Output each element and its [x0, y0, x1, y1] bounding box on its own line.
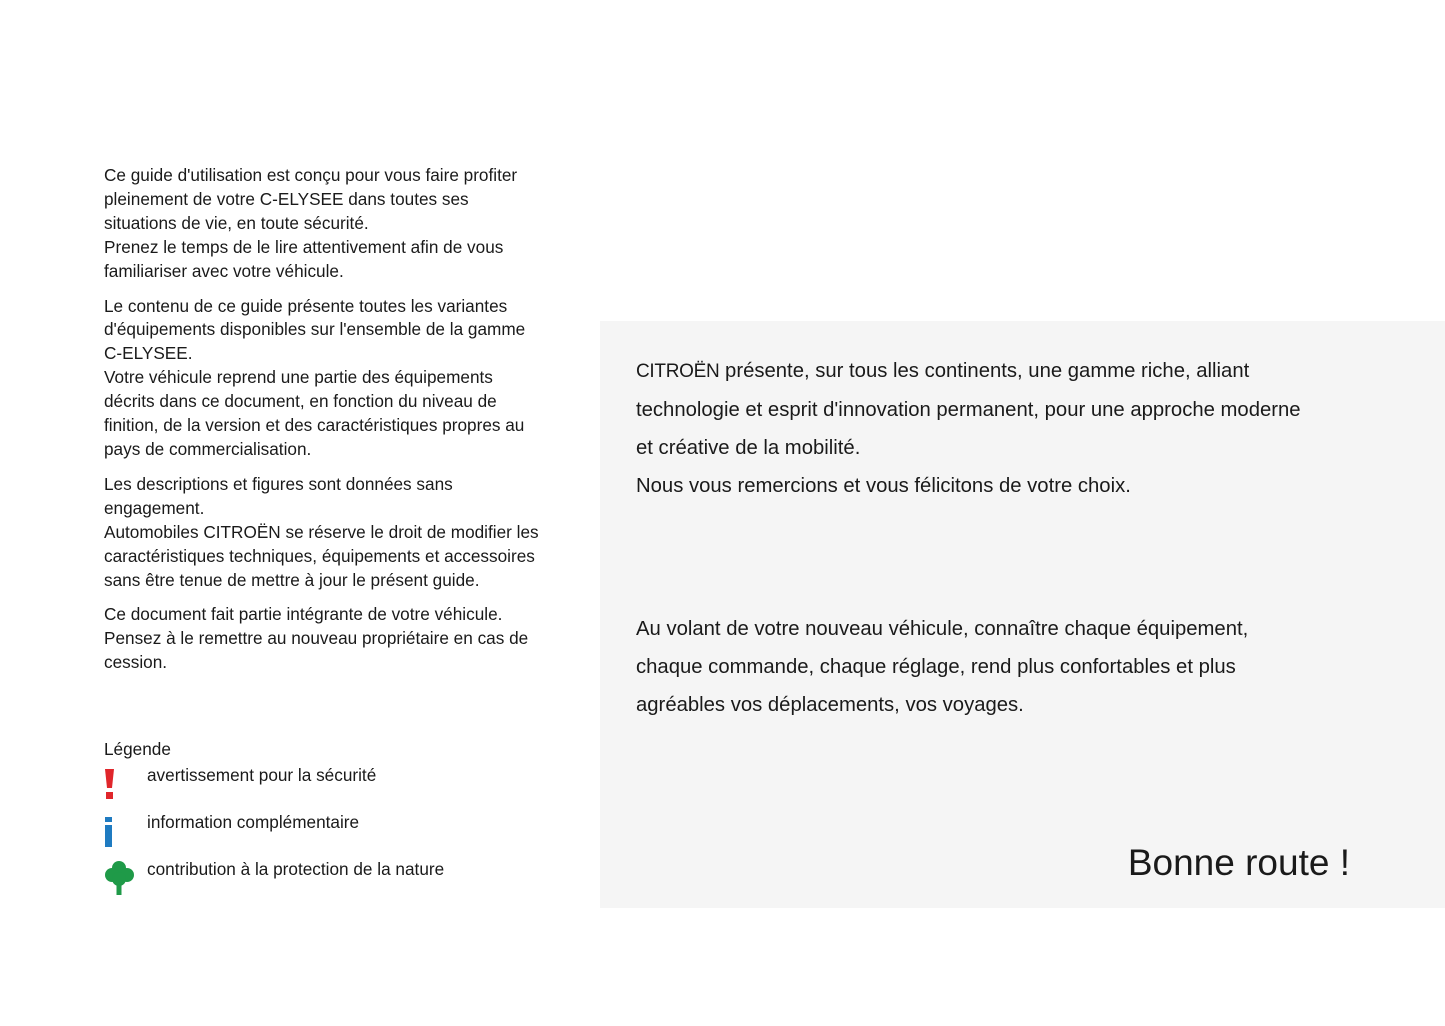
text-line: Ce guide d'utilisation est conçu pour vous faire profiter — [104, 165, 518, 185]
legend — [104, 737, 584, 902]
text-line: Ce document fait partie intégrante de votre véhicule. — [104, 604, 503, 625]
legend-item-nature — [104, 855, 584, 902]
legend-title: Légende — [104, 739, 171, 759]
text-line: C-ELYSEE. — [104, 343, 193, 364]
text-line: familiariser avec votre véhicule. — [104, 260, 344, 281]
info-icon — [104, 810, 136, 850]
welcome-panel — [600, 321, 1445, 908]
brand-name: CITROËN — [636, 361, 720, 382]
legend-label: information complémentaire — [147, 812, 360, 832]
text-line: pays de commercialisation. — [104, 438, 312, 459]
text-line: pleinement de votre C-ELYSEE dans toutes ses — [104, 188, 469, 209]
text-line: Pensez à le remettre au nouveau propriétaire en cas de — [104, 628, 529, 649]
intro-paragraph-1 — [104, 164, 574, 284]
legend-label: avertissement pour la sécurité — [147, 765, 377, 785]
text-line: Automobiles CITROËN se réserve le droit de modifier les — [104, 521, 539, 542]
text-line: Nous vous remercions et vous félicitons de votre choix. — [636, 475, 1131, 497]
text-line: engagement. — [104, 497, 205, 518]
exclamation-warning-icon — [104, 763, 136, 803]
text-line: décrits dans ce document, en fonction du niveau de — [104, 391, 497, 412]
intro-paragraph-4 — [104, 603, 574, 675]
intro-paragraph-3 — [104, 473, 574, 593]
text-line: d'équipements disponibles sur l'ensemble de la gamme — [104, 319, 526, 340]
legend-item-warning — [104, 761, 584, 808]
text-line: Prenez le temps de le lire attentivement afin de vous — [104, 236, 504, 257]
text-line: Votre véhicule reprend une partie des équipements — [104, 367, 493, 388]
welcome-paragraph-1 — [636, 352, 1426, 505]
legend-item-info — [104, 808, 584, 855]
text-fragment: présente, sur tous les continents, une gamme riche, alliant — [719, 360, 1250, 382]
intro-text-column — [104, 164, 574, 686]
text-line: cession. — [104, 652, 168, 673]
welcome-paragraph-2 — [636, 610, 1426, 724]
closing-greeting: Bonne route ! — [1127, 842, 1350, 883]
text-line: technologie et esprit d'innovation permanent, pour une approche moderne — [636, 399, 1301, 421]
text-line: Les descriptions et figures sont données sans — [104, 473, 453, 494]
text-line: situations de vie, en toute sécurité. — [104, 212, 369, 233]
text-line: agréables vos déplacements, vos voyages. — [636, 694, 1024, 716]
text-line: chaque commande, chaque réglage, rend plus confortables et plus — [636, 656, 1236, 678]
legend-label: contribution à la protection de la nature — [147, 859, 445, 879]
text-line: Au volant de votre nouveau véhicule, connaître chaque équipement, — [636, 618, 1249, 640]
tree-icon — [104, 857, 136, 897]
text-line: et créative de la mobilité. — [636, 437, 861, 459]
text-line — [636, 352, 1426, 391]
text-line: sans être tenue de mettre à jour le présent guide. — [104, 569, 480, 590]
text-line: caractéristiques techniques, équipements et accessoires — [104, 545, 535, 566]
intro-paragraph-2 — [104, 295, 574, 462]
text-line: finition, de la version et des caractéristiques propres au — [104, 415, 525, 436]
text-line: Le contenu de ce guide présente toutes les variantes — [104, 295, 508, 316]
